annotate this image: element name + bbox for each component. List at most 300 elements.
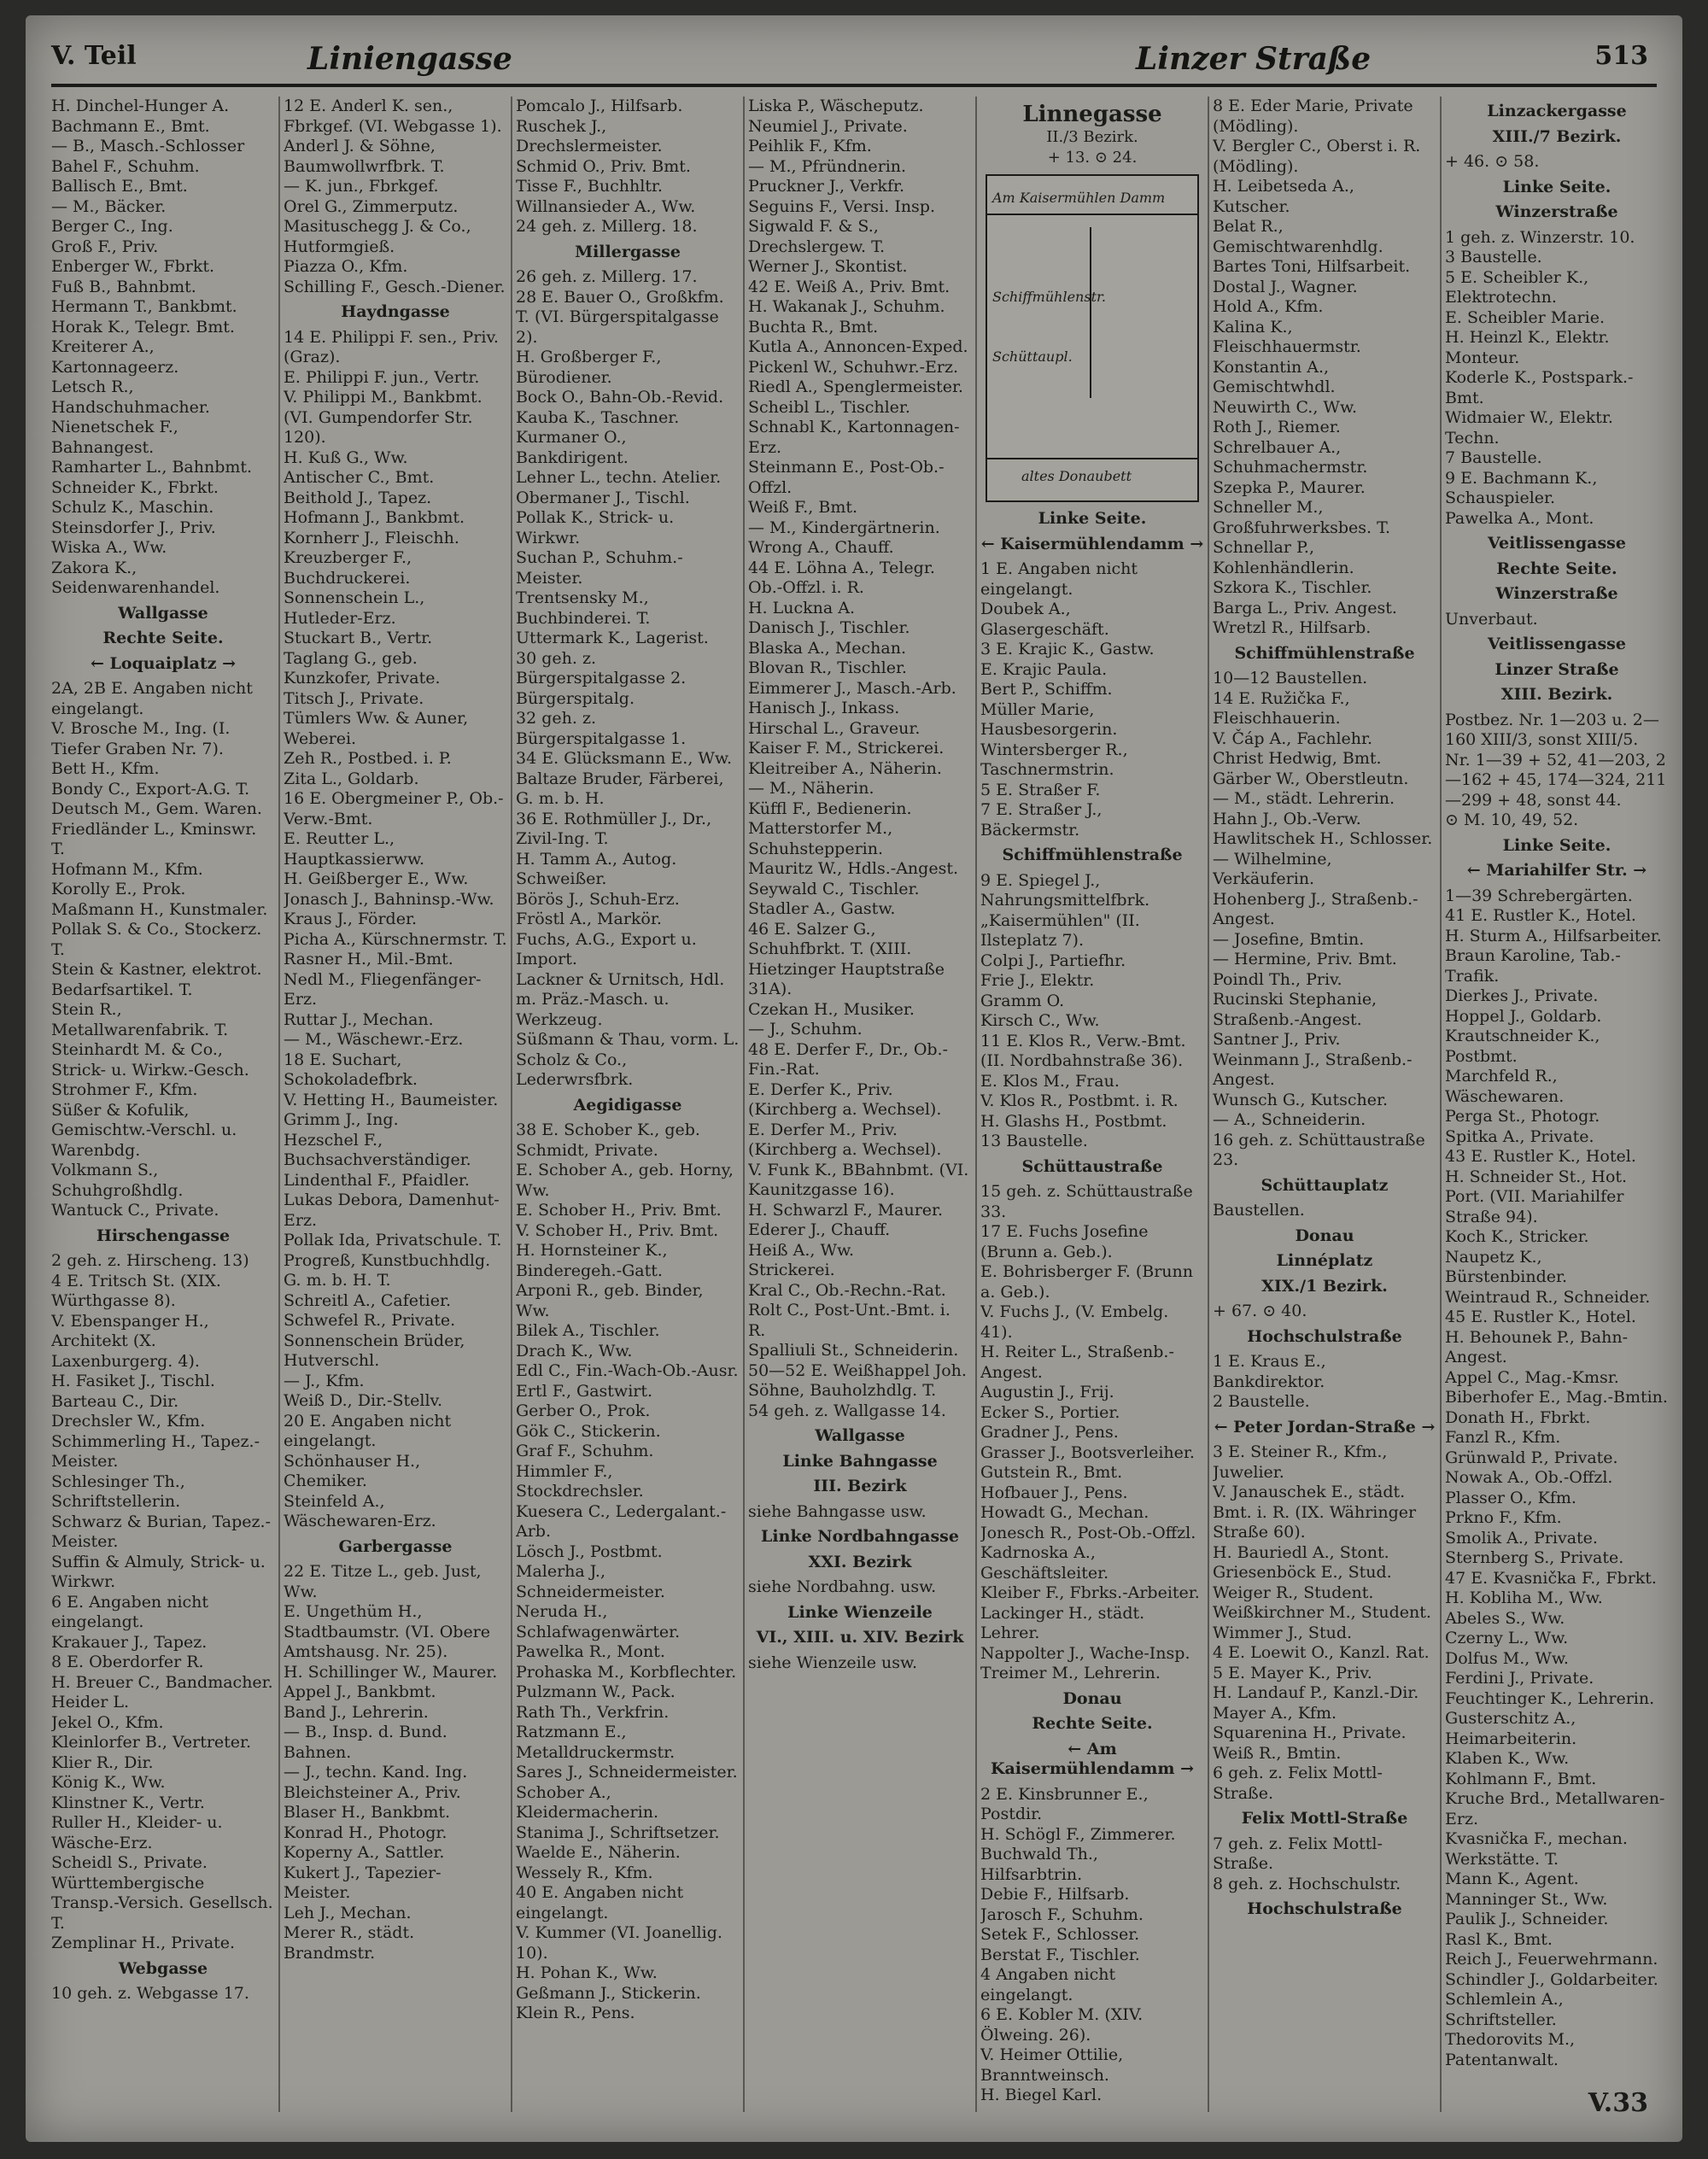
directory-entry: Blaska A., Mechan. xyxy=(748,638,907,658)
directory-entry: Stanima J., Schriftsetzer. xyxy=(516,1823,720,1842)
directory-entry: Christ Hedwig, Bmt. xyxy=(1213,749,1382,768)
running-head-left: Liniengasse xyxy=(307,41,512,77)
directory-entry: Strohmer F., Kfm. xyxy=(51,1080,198,1099)
directory-entry: Gramm O. xyxy=(980,991,1065,1010)
directory-entry: Heiß A., Ww. xyxy=(748,1240,855,1260)
directory-entry: Scheidl S., Private. xyxy=(51,1853,208,1872)
directory-entry: 18 E. Suchart, Schokoladefbrk. xyxy=(284,1050,418,1089)
directory-entry: 45 E. Rustler K., Hotel. xyxy=(1445,1308,1636,1326)
directory-entry: Santner J., Priv. xyxy=(1213,1030,1341,1049)
directory-entry: Koperny A., Sattler. xyxy=(284,1843,445,1862)
directory-entry: Müller Marie, Hausbesorgerin. xyxy=(980,699,1118,739)
directory-entry: Grimm J., Ing. xyxy=(284,1110,399,1129)
directory-entry: Grasser J., Bootsverleiher. xyxy=(980,1442,1195,1462)
directory-entry: 5 E. Scheibler K., Elektrotechn. xyxy=(1445,267,1589,307)
directory-entry: Hawlitschek H., Schlosser. xyxy=(1213,829,1433,848)
directory-entry: Süßer & Kofulik, Gemischtw.-Verschl. u. Warenbdg. xyxy=(51,1100,237,1160)
directory-entry: Schimmerling H., Tapez.-Meister. xyxy=(51,1431,260,1471)
directory-entry: Bock O., Bahn-Ob.-Revid. xyxy=(516,388,724,407)
section-heading: ← Peter Jordan-Straße → xyxy=(1214,1417,1436,1436)
directory-entry: Weiger R., Student. xyxy=(1213,1583,1374,1602)
directory-entry: Weißkirchner M., Student. xyxy=(1213,1603,1431,1622)
directory-entry: Korolly E., Prok. xyxy=(51,880,186,898)
directory-entry: 17 E. Fuchs Josefine (Brunn a. Geb.). xyxy=(980,1222,1149,1261)
directory-entry: Hofmann J., Bankbmt. xyxy=(284,508,465,527)
directory-entry: 10—12 Baustellen. xyxy=(1213,669,1368,687)
directory-entry: 9 E. Bachmann K., Schauspieler. xyxy=(1445,468,1598,507)
directory-entry: Wantuck C., Private. xyxy=(51,1201,219,1220)
directory-entry: Nowak A., Ob.-Offzl. xyxy=(1445,1468,1613,1487)
directory-entry: Wintersberger R., Taschnermstrin. xyxy=(980,740,1128,779)
directory-entry: Jekel O., Kfm. xyxy=(51,1712,164,1732)
directory-entry: Ramharter L., Bahnbmt. xyxy=(51,458,253,477)
column-3 xyxy=(516,97,740,2112)
directory-entry: + 46. ⊙ 58. xyxy=(1445,152,1540,171)
directory-entry: + 67. ⊙ 40. xyxy=(1213,1302,1307,1320)
section-heading: ← Am Kaisermühlendamm → xyxy=(990,1739,1195,1778)
directory-entry: Peihlik F., Kfm. xyxy=(748,137,872,155)
directory-entry: — J., Kfm. xyxy=(284,1371,365,1390)
directory-entry: 44 E. Löhna A., Telegr. Ob.-Offzl. i. R. xyxy=(748,558,935,597)
directory-entry: Liska P., Wäscheputz. xyxy=(748,97,924,115)
directory-entry: Sonnenschein Brüder, Hutverschl. xyxy=(284,1331,465,1370)
section-heading: Wallgasse xyxy=(118,603,208,623)
directory-entry: Ederer J., Chauff. xyxy=(748,1220,891,1239)
section-heading: Hochschulstraße xyxy=(1247,1899,1402,1918)
directory-entry: Uttermark K., Lagerist. xyxy=(516,629,709,647)
directory-entry: — M., Pfründnerin. xyxy=(748,156,907,176)
directory-entry: Pollak K., Strick- u. Wirkwr. xyxy=(516,508,675,547)
section-heading: XIX./1 Bezirk. xyxy=(1261,1276,1388,1296)
directory-entry: Kohlmann F., Bmt. xyxy=(1445,1769,1597,1788)
directory-entry: Suchan P., Schuhm.-Meister. xyxy=(516,548,683,588)
directory-entry: Schwarz & Burian, Tapez.-Meister. xyxy=(51,1512,271,1551)
directory-entry: 6 geh. z. Felix Mottl-Straße. xyxy=(1213,1764,1383,1803)
directory-entry: Weinmann J., Straßenb.-Angest. xyxy=(1213,1050,1413,1089)
directory-entry: Kutla A., Annoncen-Exped. xyxy=(748,337,968,356)
directory-entry: 15 geh. z. Schüttaustraße 33. xyxy=(980,1182,1193,1221)
directory-entry: 14 E. Philippi F. sen., Priv. (Graz). xyxy=(284,327,499,366)
directory-entry: 5 E. Mayer K., Priv. xyxy=(1213,1663,1372,1682)
directory-entry: H. Schillinger W., Maurer. xyxy=(284,1662,498,1682)
directory-entry: Klinstner K., Vertr. xyxy=(51,1793,205,1812)
section-heading: Garbergasse xyxy=(338,1536,453,1556)
section-heading: Haydngasse xyxy=(341,302,450,321)
header-rule xyxy=(51,84,1657,87)
directory-entry: 41 E. Rustler K., Hotel. xyxy=(1445,906,1636,925)
column-5 xyxy=(980,97,1204,2112)
directory-entry: Kadrnoska A., Geschäftsleiter. xyxy=(980,1543,1109,1583)
directory-entry: Plasser O., Kfm. xyxy=(1445,1488,1576,1507)
directory-entry: Baltaze Bruder, Färberei, G. m. b. H. xyxy=(516,769,724,808)
directory-entry: Merer R., städt. Brandmstr. xyxy=(284,1923,415,1963)
directory-entry: Hofbauer J., Pens. xyxy=(980,1483,1128,1502)
directory-entry: Graf F., Schuhm. xyxy=(516,1442,654,1460)
directory-entry: 3 E. Steiner R., Kfm., Juwelier. xyxy=(1213,1442,1388,1482)
directory-entry: Wessely R., Kfm. xyxy=(516,1863,653,1882)
directory-entry: Lösch J., Postbmt. xyxy=(516,1542,663,1561)
directory-entry: H. Heinzl K., Elektr. Monteur. xyxy=(1445,328,1610,367)
directory-entry: Szepka P., Maurer. xyxy=(1213,477,1366,497)
directory-entry: Steinsdorfer J., Priv. xyxy=(51,518,216,537)
directory-entry: V. Janauschek E., städt. Bmt. i. R. (IX. Währinger Straße 60). xyxy=(1213,1483,1417,1542)
running-head-right: Linzer Straße xyxy=(1136,41,1372,77)
directory-entry: Kreuzberger F., Buchdruckerei. xyxy=(284,548,412,588)
directory-entry: H. Bauriedl A., Stont. xyxy=(1213,1542,1389,1562)
section-heading: Schüttauplatz xyxy=(1261,1175,1389,1195)
directory-entry: Orel G., Zimmerputz. xyxy=(284,196,459,216)
directory-entry: 24 geh. z. Millerg. 18. xyxy=(516,217,698,236)
directory-entry: Wunsch G., Kutscher. xyxy=(1213,1090,1389,1109)
directory-entry: Schmid O., Priv. Bmt. xyxy=(516,156,691,176)
directory-entry: Pawelka R., Mont. xyxy=(516,1642,665,1661)
directory-entry: Appel C., Mag.-Kmsr. xyxy=(1445,1367,1619,1387)
directory-entry: Pickenl W., Schuhwr.-Erz. xyxy=(748,357,959,377)
directory-entry: Enberger W., Fbrkt. xyxy=(51,257,215,276)
section-heading: Winzerstraße xyxy=(1495,584,1618,603)
directory-entry: Kruche Brd., Metallwaren-Erz. xyxy=(1445,1789,1665,1828)
directory-entry: Kornherr J., Fleischh. xyxy=(284,528,459,547)
directory-entry: — M., Bäcker. xyxy=(51,196,167,216)
directory-entry: Jonasch J., Bahninsp.-Ww. xyxy=(284,889,494,909)
section-heading: Felix Mottl-Straße xyxy=(1241,1809,1408,1828)
section-heading: Donau xyxy=(1062,1688,1122,1708)
directory-entry: Griesenböck E., Stud. xyxy=(1213,1563,1392,1582)
directory-entry: Klier R., Dir. xyxy=(51,1752,154,1772)
directory-entry: Doubek A., Glasergeschäft. xyxy=(980,600,1109,639)
directory-entry: Kalina K., Fleischhauermstr. xyxy=(1213,317,1361,356)
section-heading: Millergasse xyxy=(575,242,681,261)
directory-entry: Fuß B., Bahnbmt. xyxy=(51,277,196,296)
directory-entry: H. Schwarzl F., Maurer. xyxy=(748,1200,944,1220)
directory-entry: Taglang G., geb. Kunzkofer, Private. xyxy=(284,648,441,687)
directory-entry: Maßmann H., Kunstmaler. xyxy=(51,899,268,919)
directory-entry: E. Philippi F. jun., Vertr. xyxy=(284,367,480,387)
directory-entry: V. Hetting H., Baumeister. xyxy=(284,1090,499,1109)
directory-entry: Obermaner J., Tischl. xyxy=(516,488,690,507)
directory-entry: Beithold J., Tapez. xyxy=(284,488,432,507)
directory-entry: Lehner L., techn. Atelier. xyxy=(516,468,722,487)
column-divider xyxy=(278,97,280,2112)
directory-entry: Zita L., Goldarb. xyxy=(284,769,419,788)
directory-entry: Ballisch E., Bmt. xyxy=(51,177,188,196)
directory-entry: H. Fasiket J., Tischl. xyxy=(51,1372,215,1390)
directory-entry: 6 E. Kobler M. (XIV. Ölweing. 26). xyxy=(980,2005,1144,2045)
directory-entry: Wiska A., Ww. xyxy=(51,538,167,557)
directory-entry: 4 E. Loewit O., Kanzl. Rat. xyxy=(1213,1643,1430,1662)
directory-page xyxy=(26,15,1682,2142)
directory-entry: Seguins F., Versi. Insp. xyxy=(748,196,936,216)
directory-entry: König K., Ww. xyxy=(51,1773,166,1792)
directory-entry: H. Luckna A. xyxy=(748,598,856,617)
directory-entry: Gusterschitz A., Heimarbeiterin. xyxy=(1445,1709,1577,1748)
directory-entry: E. Krajic Paula. xyxy=(980,659,1108,679)
directory-entry: Fanzl R., Kfm. xyxy=(1445,1428,1561,1447)
directory-entry: Schneller M., Großfuhrwerksbes. T. xyxy=(1213,498,1390,537)
directory-entry: Grünwald P., Private. xyxy=(1445,1448,1618,1467)
directory-entry: Klein R., Pens. xyxy=(516,2004,635,2022)
directory-entry: ⊙ M. 10, 49, 52. xyxy=(1445,810,1579,829)
directory-entry: Zakora K., Seidenwarenhandel. xyxy=(51,558,220,597)
directory-entry: Sonnenschein L., Hutleder-Erz. xyxy=(284,588,425,628)
directory-entry: Mayer A., Kfm. xyxy=(1213,1703,1337,1723)
directory-entry: Roth J., Riemer. xyxy=(1213,418,1341,436)
directory-entry: Ruschek J., Drechslermeister. xyxy=(516,116,663,155)
directory-entry: H. Leibetseda A., Kutscher. xyxy=(1213,177,1354,216)
column-divider xyxy=(743,97,745,2112)
directory-entry: Debie F., Hilfsarb. xyxy=(980,1885,1130,1904)
directory-entry: H. Hornsteiner K., Binderegeh.-Gatt. xyxy=(516,1241,668,1280)
directory-entry: Kreiterer A., Kartonnageerz. xyxy=(51,337,179,377)
directory-entry: Dolfus M., Ww. xyxy=(1445,1648,1569,1668)
section-heading: Rechte Seite. xyxy=(1032,1714,1153,1733)
section-heading: Linzer Straße xyxy=(1494,659,1619,679)
directory-entry: Schrelbauer A., Schuhmachermstr. xyxy=(1213,437,1368,477)
directory-entry: Masituschegg J. & Co., Hutformgieß. xyxy=(284,217,471,256)
directory-entry: Steinfeld A., Wäschewaren-Erz. xyxy=(284,1491,436,1530)
directory-entry: Scheibl L., Tischler. xyxy=(748,397,910,417)
directory-entry: Piazza O., Kfm. xyxy=(284,257,408,276)
column-divider xyxy=(511,97,512,2112)
directory-entry: Anderl J. & Söhne, Baumwollwrfbrk. T. xyxy=(284,137,445,176)
directory-entry: Riedl A., Spenglermeister. xyxy=(748,377,963,396)
directory-entry: 42 E. Weiß A., Priv. Bmt. xyxy=(748,277,951,296)
section-heading: Linke Seite. xyxy=(1502,835,1611,855)
directory-entry: Zemplinar H., Private. xyxy=(51,1934,236,1952)
directory-entry: 8 E. Oberdorfer R. xyxy=(51,1653,204,1671)
directory-entry: Gerber O., Prok. xyxy=(516,1401,651,1420)
directory-entry: Nedl M., Fliegenfänger-Erz. xyxy=(284,969,482,1009)
directory-entry: Schilling F., Gesch.-Diener. xyxy=(284,277,506,296)
directory-entry: Bachmann E., Bmt. xyxy=(51,116,210,136)
directory-entry: E. Derfer M., Priv. (Kirchberg a. Wechsel). xyxy=(748,1120,942,1159)
directory-entry: Hoppel J., Goldarb. xyxy=(1445,1006,1602,1026)
district: II./3 Bezirk. xyxy=(1046,128,1138,146)
section-heading: Linke Nordbahngasse xyxy=(761,1527,959,1546)
directory-entry: H. Schögl F., Zimmerer. xyxy=(980,1824,1176,1844)
directory-entry: Nienetschek F., Bahnangest. xyxy=(51,418,178,457)
directory-entry: Kurmaner O., Bankdirigent. xyxy=(516,428,629,467)
directory-entry: 43 E. Rustler K., Hotel. xyxy=(1445,1147,1636,1166)
directory-entry: Drechsler W., Kfm. xyxy=(51,1412,206,1431)
directory-entry: Donath H., Fbrkt. xyxy=(1445,1407,1591,1427)
directory-entry: Braun Karoline, Tab.-Trafik. xyxy=(1445,946,1621,986)
directory-entry: Fröstl A., Markör. xyxy=(516,910,662,928)
directory-entry: 30 geh. z. Bürgerspitalgasse 2. xyxy=(516,648,687,687)
section-heading: Rechte Seite. xyxy=(1496,559,1617,578)
directory-entry: V. Schober H., Priv. Bmt. xyxy=(516,1220,719,1240)
section-heading: Veitlissengasse xyxy=(1488,534,1626,553)
map-label: Am Kaisermühlen Damm xyxy=(992,190,1166,206)
directory-entry: Neumiel J., Private. xyxy=(748,116,908,136)
column-4 xyxy=(748,97,972,2112)
directory-entry: Horak K., Telegr. Bmt. xyxy=(51,317,235,336)
directory-entry: Kleinlorfer B., Vertreter. xyxy=(51,1733,252,1752)
directory-entry: 1 E. Kraus E., Bankdirektor. xyxy=(1213,1352,1326,1391)
directory-entry: Waelde E., Näherin. xyxy=(516,1843,681,1862)
directory-entry: V. Kummer (VI. Joanellig. 10). xyxy=(516,1923,722,1963)
directory-entry: 36 E. Rothmüller J., Dr., Zivil-Ing. T. xyxy=(516,809,712,848)
directory-entry: Pollak S. & Co., Stockerz. T. xyxy=(51,920,262,959)
directory-entry: Schlemlein A., Schriftsteller. xyxy=(1445,1990,1564,2029)
directory-entry: Hermann T., Bankbmt. xyxy=(51,297,237,316)
directory-entry: H. Geißberger E., Ww. xyxy=(284,869,469,888)
directory-entry: Ruttar J., Mechan. xyxy=(284,1009,434,1029)
section-heading: ← Mariahilfer Str. → xyxy=(1466,861,1647,880)
directory-entry: Mann K., Agent. xyxy=(1445,1869,1579,1888)
page-number: 513 xyxy=(1594,41,1648,71)
directory-entry: H. Biegel Karl. xyxy=(980,2086,1103,2104)
column-6 xyxy=(1213,97,1436,2112)
directory-entry: 4 E. Tritsch St. (XIX. Würthgasse 8). xyxy=(51,1271,221,1310)
directory-entry: Küffl F., Bedienerin. xyxy=(748,799,912,818)
directory-entry: Hofmann M., Kfm. xyxy=(51,859,203,879)
directory-entry: 7 geh. z. Felix Mottl-Straße. xyxy=(1213,1834,1383,1873)
directory-entry: — M., städt. Lehrerin. xyxy=(1213,789,1395,808)
directory-entry: Krakauer J., Tapez. xyxy=(51,1632,208,1652)
directory-entry: Dostal J., Wagner. xyxy=(1213,277,1358,296)
directory-entry: Progreß, Kunstbuchhdlg. G. m. b. H. T. xyxy=(284,1250,491,1290)
directory-entry: Fuchs, A.G., Export u. Import. xyxy=(516,929,697,968)
directory-entry: Konrad H., Photogr. xyxy=(284,1823,447,1842)
directory-entry: E. Ungethüm H., Stadtbaumstr. (VI. Obere Amtshausg. Nr. 25). xyxy=(284,1602,491,1661)
directory-entry: Berger C., Ing. xyxy=(51,217,173,236)
directory-entry: Schnellar P., Kohlenhändlerin. xyxy=(1213,538,1354,577)
directory-entry: 7 E. Straßer J., Bäckermstr. xyxy=(980,800,1103,840)
directory-entry: Unverbaut. xyxy=(1445,609,1538,629)
directory-entry: 2 geh. z. Hirscheng. 13) xyxy=(51,1251,249,1270)
directory-entry: H. Tamm A., Autog. Schweißer. xyxy=(516,849,677,888)
directory-entry: 1 geh. z. Winzerstr. 10. xyxy=(1445,227,1635,247)
directory-entry: Szkora K., Tischler. xyxy=(1213,578,1372,597)
directory-entry: Paulik J., Schneider. xyxy=(1445,1910,1609,1928)
directory-entry: Pawelka A., Mont. xyxy=(1445,508,1594,528)
directory-entry: V. Philippi M., Bankbmt. (VI. Gumpendorfer Str. 120). xyxy=(284,388,483,447)
directory-entry: Hohenberg J., Straßenb.-Angest. xyxy=(1213,889,1418,928)
directory-entry: Prohaska M., Korbflechter. xyxy=(516,1662,737,1682)
directory-entry: Hezschel F., Buchsachverständiger. xyxy=(284,1130,471,1169)
directory-entry: — Hermine, Priv. Bmt. xyxy=(1213,950,1397,968)
directory-entry: Steinhardt M. & Co., Strick- u. Wirkw.-Gesch. xyxy=(51,1040,249,1080)
directory-entry: Groß F., Priv. xyxy=(51,237,159,256)
directory-entry: Kleitreiber A., Näherin. xyxy=(748,758,942,778)
section-heading: XIII./7 Bezirk. xyxy=(1492,126,1622,146)
directory-entry: Ratzmann E., Metalldruckermstr. xyxy=(516,1723,676,1762)
directory-entry: Band J., Lehrerin. xyxy=(284,1702,429,1722)
directory-entry: H. Glashs H., Postbmt. xyxy=(980,1111,1167,1131)
directory-entry: 16 E. Obergmeiner P., Ob.-Verw.-Bmt. xyxy=(284,789,504,828)
directory-entry: Pruckner J., Verkfr. xyxy=(748,177,905,196)
directory-entry: Deutsch M., Gem. Waren. xyxy=(51,799,262,818)
directory-entry: Feuchtinger K., Lehrerin. xyxy=(1445,1688,1655,1708)
directory-entry: 34 E. Glücksmann E., Ww. xyxy=(516,749,732,768)
directory-entry: E. Schober H., Priv. Bmt. xyxy=(516,1201,722,1220)
directory-entry: — A., Schneiderin. xyxy=(1213,1110,1366,1129)
directory-entry: Stadler A., Gastw. xyxy=(748,899,896,918)
directory-entry: Klaben K., Ww. xyxy=(1445,1749,1570,1768)
directory-entry: Treimer M., Lehrerin. xyxy=(980,1664,1161,1682)
directory-entry: Appel J., Bankbmt. xyxy=(284,1682,436,1701)
map-label: Schiffmühlenstr. xyxy=(992,289,1106,305)
directory-entry: Widmaier W., Elektr. Techn. xyxy=(1445,408,1613,448)
directory-entry: Kvasnička F., mechan. Werkstätte. T. xyxy=(1445,1829,1628,1869)
directory-entry: Schlesinger Th., Schriftstellerin. xyxy=(51,1472,185,1511)
directory-entry: 22 E. Titze L., geb. Just, Ww. xyxy=(284,1562,482,1601)
directory-entry: Titsch J., Private. xyxy=(284,688,424,708)
directory-entry: Hold A., Kfm. xyxy=(1213,297,1324,316)
directory-entry: E. Scheibler Marie. xyxy=(1445,307,1605,327)
directory-entry: Pulzmann W., Pack. xyxy=(516,1682,676,1701)
directory-entry: 2A, 2B E. Angaben nicht eingelangt. xyxy=(51,679,253,718)
directory-entry: 1—39 Schrebergärten. xyxy=(1445,886,1633,905)
directory-entry: 28 E. Bauer O., Großkfm. T. (VI. Bürgerspitalgasse 2). xyxy=(516,287,724,347)
directory-entry: 10 geh. z. Webgasse 17. xyxy=(51,1984,249,2003)
directory-entry: Bett H., Kfm. xyxy=(51,759,160,778)
directory-entry: Krautschneider K., Postbmt. xyxy=(1445,1027,1600,1066)
directory-entry: Ertl F., Gastwirt. xyxy=(516,1381,653,1401)
directory-entry: Gutstein R., Bmt. xyxy=(980,1463,1123,1482)
section-heading: Rechte Seite. xyxy=(102,629,224,647)
directory-entry: 40 E. Angaben nicht eingelangt. xyxy=(516,1883,684,1922)
section-heading: Linke Bahngasse xyxy=(782,1451,938,1471)
directory-entry: Kral C., Ob.-Rechn.-Rat. xyxy=(748,1280,946,1300)
directory-entry: 8 geh. z. Hochschulstr. xyxy=(1213,1874,1401,1893)
directory-entry: H. Breuer C., Bandmacher. xyxy=(51,1672,273,1692)
directory-entry: Perga St., Photogr. xyxy=(1445,1107,1600,1126)
section-heading: Winzerstraße xyxy=(1495,202,1618,221)
directory-entry: Berstat F., Tischler. xyxy=(980,1945,1140,1964)
directory-entry: Gärber W., Oberstleutn. xyxy=(1213,769,1409,788)
directory-entry: E. Schober A., geb. Horny, Ww. xyxy=(516,1161,734,1200)
directory-entry: 11 E. Klos R., Verw.-Bmt. (II. Nordbahnstraße 36). xyxy=(980,1031,1186,1070)
directory-entry: siehe Bahngasse usw. xyxy=(748,1501,927,1521)
section-heading: III. Bezirk xyxy=(813,1477,907,1495)
directory-entry: Antischer C., Bmt. xyxy=(284,468,435,487)
directory-entry: Schnabl K., Kartonnagen-Erz. xyxy=(748,418,960,457)
directory-entry: Czekan H., Musiker. xyxy=(748,999,915,1019)
directory-entry: E. Derfer K., Priv. (Kirchberg a. Wechsel). xyxy=(748,1080,942,1119)
directory-entry: Sternberg S., Private. xyxy=(1445,1548,1624,1567)
directory-entry: 4 Angaben nicht eingelangt. xyxy=(980,1965,1116,2004)
directory-entry: Schönhauser H., Chemiker. xyxy=(284,1451,421,1490)
directory-entry: Sares J., Schneidermeister. xyxy=(516,1763,738,1782)
directory-entry: Edl C., Fin.-Wach-Ob.-Ausr. xyxy=(516,1361,739,1380)
directory-entry: — K. jun., Fbrkgef. xyxy=(284,177,439,196)
entry-list xyxy=(980,509,1204,2106)
directory-entry: Dierkes J., Private. xyxy=(1445,986,1599,1005)
directory-entry: Stein R., Metallwarenfabrik. T. xyxy=(51,1000,229,1039)
map-label: Schüttaupl. xyxy=(992,348,1073,365)
directory-entry: siehe Wienzeile usw. xyxy=(748,1653,918,1672)
directory-entry: Trentsensky M., Buchbinderei. T. xyxy=(516,588,651,628)
directory-entry: Czerny L., Ww. xyxy=(1445,1629,1569,1647)
directory-entry: Friedländer L., Kminswr. T. xyxy=(51,819,257,858)
directory-entry: — J., Schuhm. xyxy=(748,1020,863,1039)
directory-entry: H. Pohan K., Ww. xyxy=(516,1963,658,1982)
directory-entry: Wrong A., Chauff. xyxy=(748,538,894,557)
column-1 xyxy=(51,97,275,2112)
directory-entry: Bartes Toni, Hilfsarbeit. xyxy=(1213,257,1411,276)
directory-entry: 47 E. Kvasnička F., Fbrkt. xyxy=(1445,1568,1657,1588)
section-heading: Webgasse xyxy=(118,1958,208,1978)
street-title: Linnegasse xyxy=(1022,102,1162,127)
directory-entry: Baustellen. xyxy=(1213,1201,1305,1220)
directory-entry: Abeles S., Ww. xyxy=(1445,1608,1565,1628)
directory-entry: Setek F., Schlosser. xyxy=(980,1925,1140,1944)
directory-entry: — J., techn. Kand. Ing. xyxy=(284,1763,468,1782)
column-2 xyxy=(284,97,507,2112)
section-heading: Donau xyxy=(1295,1226,1354,1245)
